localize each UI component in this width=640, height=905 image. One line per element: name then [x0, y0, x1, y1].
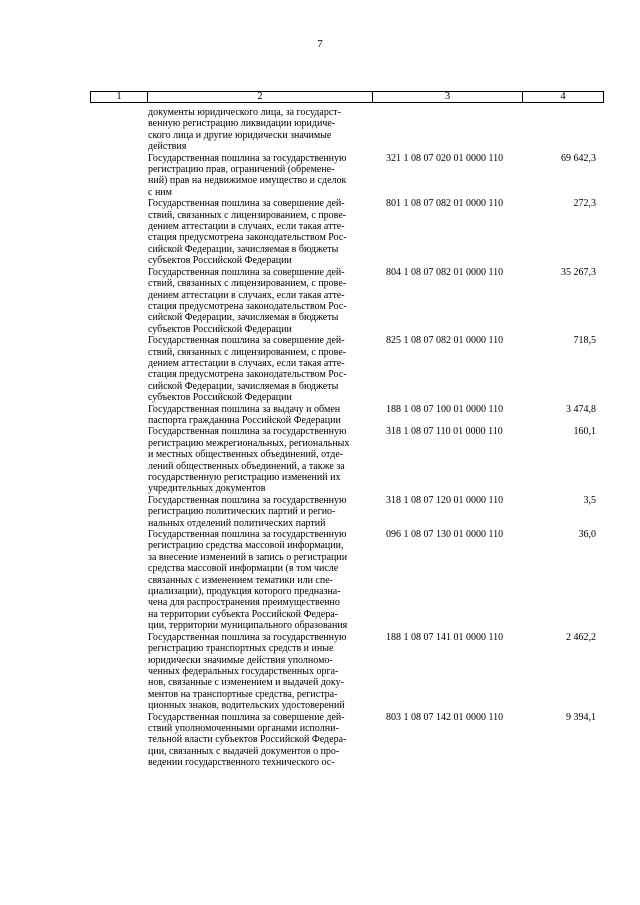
table-body: [148, 107, 604, 769]
row-budget-code: 188 1 08 07 141 01 0000 110: [386, 631, 504, 643]
row-amount: 36,0: [578, 529, 596, 541]
row-budget-code: 804 1 08 07 082 01 0000 110: [386, 266, 504, 278]
table-header-row: [90, 91, 604, 103]
row-amount: 69 642,3: [561, 152, 596, 164]
row-description: документы юридического лица, за государст- венную регистрацию ликвидации юридиче- ского лица и другие юридически значимые действия: [148, 107, 341, 153]
row-amount: 718,5: [573, 335, 596, 347]
table-row: [148, 426, 604, 494]
header-cell-4: 4: [560, 91, 566, 102]
row-budget-code: 318 1 08 07 110 01 0000 110: [386, 426, 503, 438]
row-budget-code: 321 1 08 07 020 01 0000 110: [386, 152, 504, 164]
row-amount: 272,3: [573, 198, 596, 210]
table-row: [148, 267, 604, 335]
page-number: 7: [317, 38, 323, 50]
row-description: Государственная пошлина за выдачу и обмен паспорта гражданина Российской Федерации: [148, 403, 341, 426]
row-budget-code: 318 1 08 07 120 01 0000 110: [386, 494, 504, 506]
row-amount: 160,1: [573, 426, 596, 438]
table-row: [148, 495, 604, 529]
row-amount: 3 474,8: [566, 403, 596, 415]
row-description: Государственная пошлина за государственную регистрацию межрегиональных, региональных и местных общественных объединений, отде- лений общественных объединений, а также за государственную регистрацию изменений их учредительных документов: [148, 426, 350, 495]
table-row: [148, 153, 604, 199]
row-description: Государственная пошлина за совершение дей- ствий, связанных с лицензированием, с прове- дением аттестации в случаях, если такая атте- стация предусмотрена законодательством Рос- сийской Федерации, зачисляемая в бюджеты субъектов Российской Федерации: [148, 335, 347, 404]
row-description: Государственная пошлина за совершение дей- ствий уполномоченными органами исполни- тельной власти субъектов Российской Федера- ции, связанных с выдачей документов о про- ведении государственного технического ос-: [148, 711, 347, 769]
row-budget-code: 803 1 08 07 142 01 0000 110: [386, 711, 504, 723]
header-cell-2: 2: [148, 92, 373, 102]
row-amount: 2 462,2: [566, 631, 596, 643]
table-row: [148, 529, 604, 632]
row-description: Государственная пошлина за государственную регистрацию политических партий и регио- нальных отделений политических партий: [148, 494, 347, 529]
row-amount: 9 394,1: [566, 711, 596, 723]
table-row: [148, 404, 604, 427]
row-amount: 35 267,3: [561, 266, 596, 278]
row-budget-code: [374, 107, 524, 153]
row-budget-code: 188 1 08 07 100 01 0000 110: [386, 403, 504, 415]
table-row: [148, 335, 604, 403]
row-amount: 3,5: [583, 494, 596, 506]
row-description: Государственная пошлина за совершение дей- ствий, связанных с лицензированием, с прове- дением аттестации в случаях, если такая атте- стация предусмотрена законодательством Рос- сийской Федерации, зачисляемая в бюджеты субъектов Российской Федерации: [148, 266, 347, 335]
table-row: [148, 712, 604, 769]
row-description: Государственная пошлина за совершение дей- ствий, связанных с лицензированием, с прове- дением аттестации в случаях, если такая атте- стация предусмотрена законодательством Рос- сийской Федерации, зачисляемая в бюджеты субъектов Российской Федерации: [148, 198, 347, 267]
row-budget-code: 801 1 08 07 082 01 0000 110: [386, 198, 504, 210]
row-budget-code: 825 1 08 07 082 01 0000 110: [386, 335, 504, 347]
row-description: Государственная пошлина за государственную регистрацию средства массовой информации, за внесение изменений в запись о регистрации средства массовой информации (в том числе связанных с изменением тематики или спе- циализации), продукция которого предназна- чена для распространения преимущественно на территории субъекта Российской Федера- ции, территории муниципального образования: [148, 529, 348, 632]
row-amount: [524, 107, 604, 153]
row-description: Государственная пошлина за государственную регистрацию прав, ограничений (обремене- ний) прав на недвижимое имущество и сделок с ним: [148, 152, 347, 198]
header-cell-1: 1: [91, 92, 148, 102]
header-cell-3: 3: [373, 92, 523, 102]
row-budget-code: 096 1 08 07 130 01 0000 110: [386, 529, 504, 541]
row-description: Государственная пошлина за государственную регистрацию транспортных средств и иные юридически значимые действия уполномо- ченных федеральных государственных орга- нов, связанные с изменением и выдачей доку- ментов на транспортные средства, регистра- ционных знаков, водительских удостоверений: [148, 631, 347, 712]
table-row: [148, 632, 604, 712]
table-row: [148, 107, 604, 153]
table-row: [148, 198, 604, 266]
